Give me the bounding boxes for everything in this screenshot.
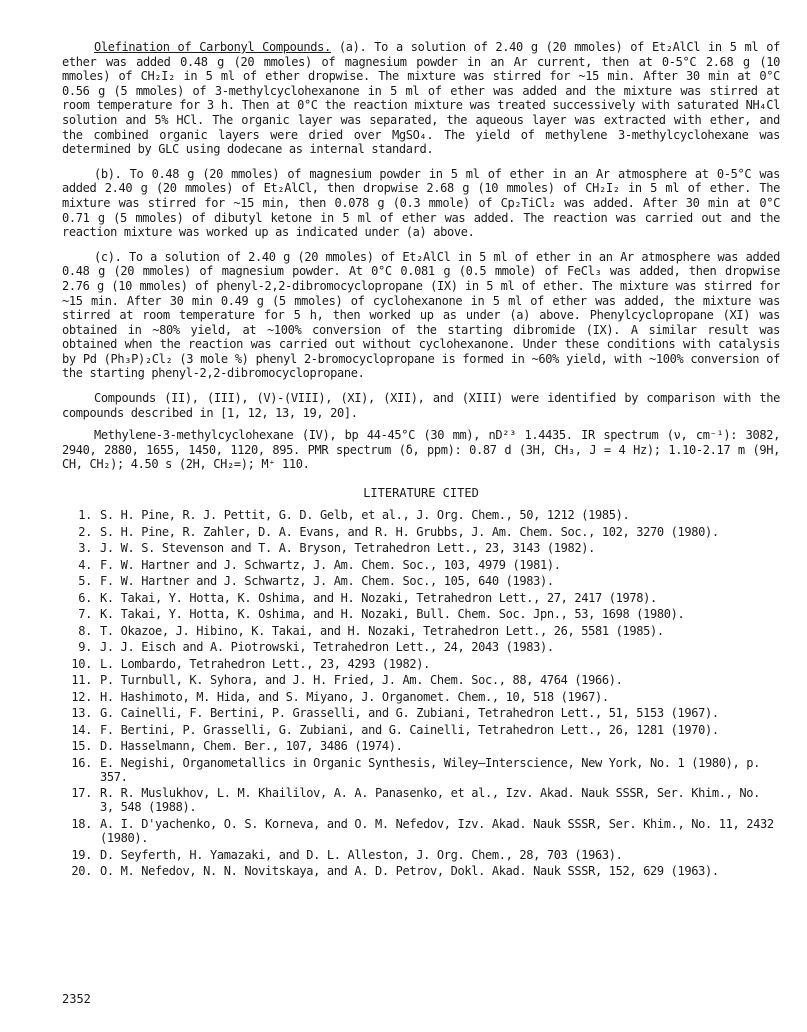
section-title: Olefination of Carbonyl Compounds. [94, 40, 331, 54]
reference-item [62, 657, 780, 671]
reference-text: K. Takai, Y. Hotta, K. Oshima, and H. Nozaki, Bull. Chem. Soc. Jpn., 53, 1698 (1980). [100, 607, 685, 622]
reference-number: 17. [71, 786, 92, 801]
reference-item [62, 739, 780, 753]
paragraph-c: (c). To a solution of 2.40 g (20 mmoles) of Et₂AlCl in 5 ml of ether in an Ar atmosphere was added 0.48 g (20 mmoles) of magnesium powder. At 0°C 0.081 g (0.5 mmole) of FeCl₃ was added, then dropwise 2.76 g (10 mmoles) of phenyl-2,2-dibromocyclopropane (IX) in 5 ml of ether. The mixture was stirred for ~15 min. After 30 min 0.49 g (5 mmoles) of cyclohexanone in 5 ml of ether was added, the mixture was stirred at room temperature for 5 h, then worked up as under (a) above. Phenylcyclopropane (XI) was obtained in ~80% yield, at ~100% conversion of the starting dibromide (IX). A similar result was obtained when the reaction was carried out without cyclohexanone. Under these conditions with catalysis by Pd (Ph₃P)₂Cl₂ (3 mole %) phenyl 2-bromocyclopropane is formed in ~60% yield, with ~100% conversion of the starting phenyl-2,2-dibromocyclopropane. [62, 249, 780, 381]
reference-text: S. H. Pine, R. Zahler, D. A. Evans, and R. H. Grubbs, J. Am. Chem. Soc., 102, 3270 (1980). [100, 524, 719, 539]
reference-text: R. R. Muslukhov, L. M. Khaililov, A. A. Panasenko, et al., Izv. Akad. Nauk SSSR, Ser. Khim., No. 3, 548 (1988). [100, 786, 760, 815]
reference-text: P. Turnbull, K. Syhora, and J. H. Fried, J. Am. Chem. Soc., 88, 4764 (1966). [100, 673, 623, 688]
reference-text: G. Cainelli, F. Bertini, P. Grasselli, and G. Zubiani, Tetrahedron Lett., 51, 5153 (1967). [100, 706, 719, 721]
reference-number: 16. [71, 755, 92, 770]
reference-text: L. Lombardo, Tetrahedron Lett., 23, 4293 (1982). [100, 656, 430, 671]
reference-item [62, 848, 780, 862]
reference-text: A. I. D'yachenko, O. S. Korneva, and O. M. Nefedov, Izv. Akad. Nauk SSSR, Ser. Khim., No. 11, 2432 (1980). [100, 816, 774, 846]
reference-text: D. Seyferth, H. Yamazaki, and D. L. Alleston, J. Org. Chem., 28, 703 (1963). [100, 847, 623, 862]
reference-item [62, 706, 780, 720]
reference-item [62, 673, 780, 687]
reference-item [62, 624, 780, 638]
reference-number: 3. [78, 541, 92, 556]
reference-number: 15. [71, 739, 92, 754]
reference-number: 13. [71, 706, 92, 721]
reference-number: 14. [71, 722, 92, 737]
reference-text: H. Hashimoto, M. Hida, and S. Miyano, J. Organomet. Chem., 10, 518 (1967). [100, 689, 609, 704]
reference-number: 2. [78, 524, 92, 539]
reference-number: 6. [78, 590, 92, 605]
reference-text: E. Negishi, Organometallics in Organic Synthesis, Wiley—Interscience, New York, No. 1 (1980), p. 357. [100, 755, 760, 784]
page-body [62, 40, 780, 881]
reference-item [62, 607, 780, 621]
reference-number: 1. [78, 508, 92, 523]
reference-item [62, 786, 780, 814]
reference-item [62, 525, 780, 539]
references-heading: LITERATURE CITED [363, 486, 479, 501]
reference-item [62, 640, 780, 654]
reference-text: D. Hasselmann, Chem. Ber., 107, 3486 (1974). [100, 739, 403, 754]
reference-text: T. Okazoe, J. Hibino, K. Takai, and H. Nozaki, Tetrahedron Lett., 26, 5581 (1985). [100, 623, 664, 638]
reference-item [62, 756, 780, 784]
page-number: 2352 [62, 992, 91, 1006]
reference-item [62, 864, 780, 878]
reference-number: 5. [78, 574, 92, 589]
reference-item [62, 541, 780, 555]
paragraph-compounds: Compounds (II), (III), (V)-(VIII), (XI), (XII), and (XIII) were identified by comparison with the compounds described in [1, 12, 13, 19, 20]. [62, 391, 780, 420]
reference-text: S. H. Pine, R. J. Pettit, G. D. Gelb, et al., J. Org. Chem., 50, 1212 (1985). [100, 508, 630, 523]
references-list [62, 508, 780, 878]
reference-text: K. Takai, Y. Hotta, K. Oshima, and H. Nozaki, Tetrahedron Lett., 27, 2417 (1978). [100, 590, 657, 605]
reference-item [62, 591, 780, 605]
reference-text: F. Bertini, P. Grasselli, G. Zubiani, and G. Cainelli, Tetrahedron Lett., 26, 1281 (1970). [100, 722, 719, 737]
reference-number: 11. [71, 673, 92, 688]
reference-item [62, 574, 780, 588]
reference-number: 10. [71, 656, 92, 671]
paragraph-b: (b). To 0.48 g (20 mmoles) of magnesium powder in 5 ml of ether in an Ar atmosphere at 0-5°C was added 2.40 g (20 mmoles) of Et₂AlCl, then dropwise 2.68 g (10 mmoles) of CH₂I₂ in 5 ml of ether. The mixture was stirred for ~15 min, then 0.078 g (0.3 mmole) of Cp₂TiCl₂ was added. After 30 min at 0°C 0.71 g (5 mmoles) of dibutyl ketone in 5 ml of ether was added. The reaction was carried out and the reaction mixture was worked up as indicated under (a) above. [62, 166, 780, 240]
reference-number: 9. [78, 640, 92, 655]
reference-number: 4. [78, 557, 92, 572]
reference-text: J. J. Eisch and A. Piotrowski, Tetrahedron Lett., 24, 2043 (1983). [100, 640, 554, 655]
reference-number: 20. [71, 864, 92, 879]
reference-text: J. W. S. Stevenson and T. A. Bryson, Tetrahedron Lett., 23, 3143 (1982). [100, 541, 595, 556]
reference-text: O. M. Nefedov, N. N. Novitskaya, and A. D. Petrov, Dokl. Akad. Nauk SSSR, 152, 629 (1963). [100, 864, 719, 879]
reference-number: 19. [71, 847, 92, 862]
reference-number: 8. [78, 623, 92, 638]
reference-item [62, 558, 780, 572]
reference-number: 12. [71, 689, 92, 704]
reference-number: 18. [71, 816, 92, 831]
paragraph-olefination-a [62, 40, 780, 157]
paragraph-characterization: Methylene-3-methylcyclohexane (IV), bp 44-45°C (30 mm), nD²³ 1.4435. IR spectrum (ν, cm⁻¹): 3082, 2940, 2880, 1655, 1450, 1120, 895. PMR spectrum (δ, ppm): 0.87 d (3H, CH₃, J = 4 Hz); 1.10-2.17 m (9H, CH, CH₂); 4.50 s (2H, CH₂=); M⁺ 110. [62, 428, 780, 472]
reference-text: F. W. Hartner and J. Schwartz, J. Am. Chem. Soc., 103, 4979 (1981). [100, 557, 561, 572]
reference-item [62, 723, 780, 737]
paragraph-text: (a). To a solution of 2.40 g (20 mmoles) of Et₂AlCl in 5 ml of ether was added 0.48 g (20 mmoles) of magnesium powder in an Ar current, then at 0-5°C 2.68 g (10 mmoles) of CH₂I₂ in 5 ml of ether dropwise. The mixture was stirred for ~15 min. After 30 min at 0°C 0.56 g (5 mmoles) of 3-methylcyclohexanone in 5 ml of ether was added and the mixture was stirred at room temperature for 3 h. Then at 0°C the reaction mixture was treated successively with saturated NH₄Cl solution and 5% HCl. The organic layer was separated, the aqueous layer was extracted with ether, and the combined organic layers were dried over MgSO₄. The yield of methylene 3-methylcyclohexane was determined by GLC using dodecane as internal standard. [62, 40, 780, 157]
reference-text: F. W. Hartner and J. Schwartz, J. Am. Chem. Soc., 105, 640 (1983). [100, 574, 554, 589]
reference-item [62, 508, 780, 522]
reference-item [62, 817, 780, 845]
reference-number: 7. [78, 607, 92, 622]
reference-item [62, 690, 780, 704]
